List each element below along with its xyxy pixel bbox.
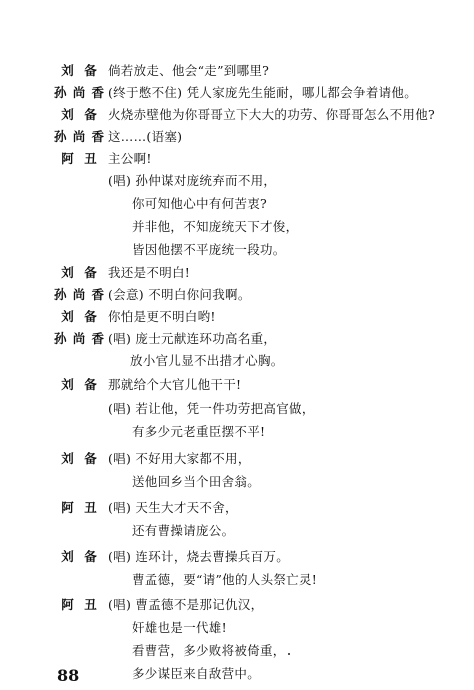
line-text: (唱) 天生大才天不舍， — [108, 500, 238, 515]
speaker-name — [54, 306, 104, 328]
speaker-char: 尚 — [72, 331, 86, 346]
speaker-char: 刘 — [61, 309, 74, 324]
line-text: 奸雄也是一代雄! — [132, 620, 227, 635]
speaker-name — [54, 374, 104, 396]
speaker-name — [54, 60, 104, 82]
speaker-char: 孙 — [54, 287, 67, 302]
line-text: (唱) 庞士元献连环功高名重， — [108, 331, 277, 346]
speaker-char: 刘 — [61, 107, 74, 122]
speaker-char: 丑 — [84, 597, 97, 612]
speaker-name — [54, 104, 104, 126]
line-text: 放小官儿显不出措才心胸。 — [130, 353, 284, 368]
speaker-char: 香 — [91, 85, 104, 100]
line-text: (唱) 不好用大家都不用， — [108, 451, 251, 466]
line-text: 看曹营，多少败将被倚重， — [132, 643, 286, 658]
speaker-name — [54, 284, 104, 306]
line-text: 送他回乡当个田舍翁。 — [132, 474, 261, 489]
speaker-char: 备 — [84, 549, 97, 564]
line-text: 你怕是更不明白哟! — [108, 309, 216, 324]
speaker-char: 阿 — [61, 151, 74, 166]
speaker-name — [54, 328, 104, 350]
line-text: (唱) 若让他，凭一件功劳把高官做， — [108, 401, 315, 416]
line-text: 有多少元老重臣摆不平! — [132, 424, 266, 439]
line-text: 并非他，不知庞统天下才俊， — [132, 219, 299, 234]
line-text: 火烧赤壁他为你哥哥立下大大的功劳、你哥哥怎么不用他? — [108, 107, 436, 122]
speaker-char: 备 — [84, 265, 97, 280]
speaker-char: 刘 — [61, 265, 74, 280]
speaker-char: 备 — [84, 107, 97, 122]
speaker-name — [54, 594, 104, 616]
print-speck — [288, 653, 290, 655]
speaker-name — [54, 126, 104, 148]
speaker-name — [54, 148, 104, 170]
speaker-char: 备 — [84, 63, 97, 78]
page-number: 88 — [57, 666, 80, 685]
line-text: (唱) 连环计，烧去曹操兵百万。 — [108, 549, 290, 564]
speaker-char: 刘 — [61, 549, 74, 564]
speaker-char: 尚 — [72, 287, 86, 302]
speaker-char: 丑 — [84, 151, 97, 166]
speaker-char: 刘 — [61, 377, 74, 392]
speaker-char: 阿 — [61, 597, 74, 612]
speaker-char: 丑 — [84, 500, 97, 515]
line-text: 曹孟德，要“请”他的人头祭亡灵! — [132, 572, 318, 587]
speaker-name — [54, 448, 104, 470]
speaker-char: 备 — [84, 309, 97, 324]
line-text: 倘若放走、他会“走”到哪里? — [108, 63, 270, 78]
speaker-char: 孙 — [54, 331, 67, 346]
speaker-char: 备 — [84, 451, 97, 466]
line-text: (会意) 不明白你问我啊。 — [108, 287, 251, 302]
line-text: 我还是不明白! — [108, 265, 191, 280]
line-text: 多少谋臣来自敌营中。 — [132, 666, 261, 681]
speaker-name — [54, 546, 104, 568]
speaker-char: 孙 — [54, 129, 67, 144]
line-text: 皆因他摆不平庞统一段功。 — [132, 242, 286, 257]
speaker-name — [54, 262, 104, 284]
line-text: 这……(语塞) — [108, 129, 183, 144]
speaker-name — [54, 497, 104, 519]
speaker-char: 香 — [91, 129, 104, 144]
speaker-char: 尚 — [72, 85, 86, 100]
speaker-char: 香 — [91, 287, 104, 302]
line-text: 那就给个大官儿他干干! — [108, 377, 242, 392]
speaker-char: 备 — [84, 377, 97, 392]
line-text: 主公啊! — [108, 151, 152, 166]
line-text: (唱) 曹孟德不是那记仇汉， — [108, 597, 264, 612]
speaker-char: 尚 — [72, 129, 86, 144]
speaker-char: 阿 — [61, 500, 74, 515]
speaker-char: 孙 — [54, 85, 67, 100]
line-text: 你可知他心中有何苦衷? — [132, 196, 268, 211]
speaker-char: 刘 — [61, 451, 74, 466]
speaker-char: 香 — [91, 331, 104, 346]
line-text: 还有曹操请庞公。 — [132, 523, 235, 538]
speaker-char: 刘 — [61, 63, 74, 78]
line-text: (唱) 孙仲谋对庞统弃而不用， — [108, 173, 277, 188]
line-text: (终于憋不住) 凭人家庞先生能耐，哪儿都会争着请他。 — [108, 85, 418, 100]
speaker-name — [54, 82, 104, 104]
